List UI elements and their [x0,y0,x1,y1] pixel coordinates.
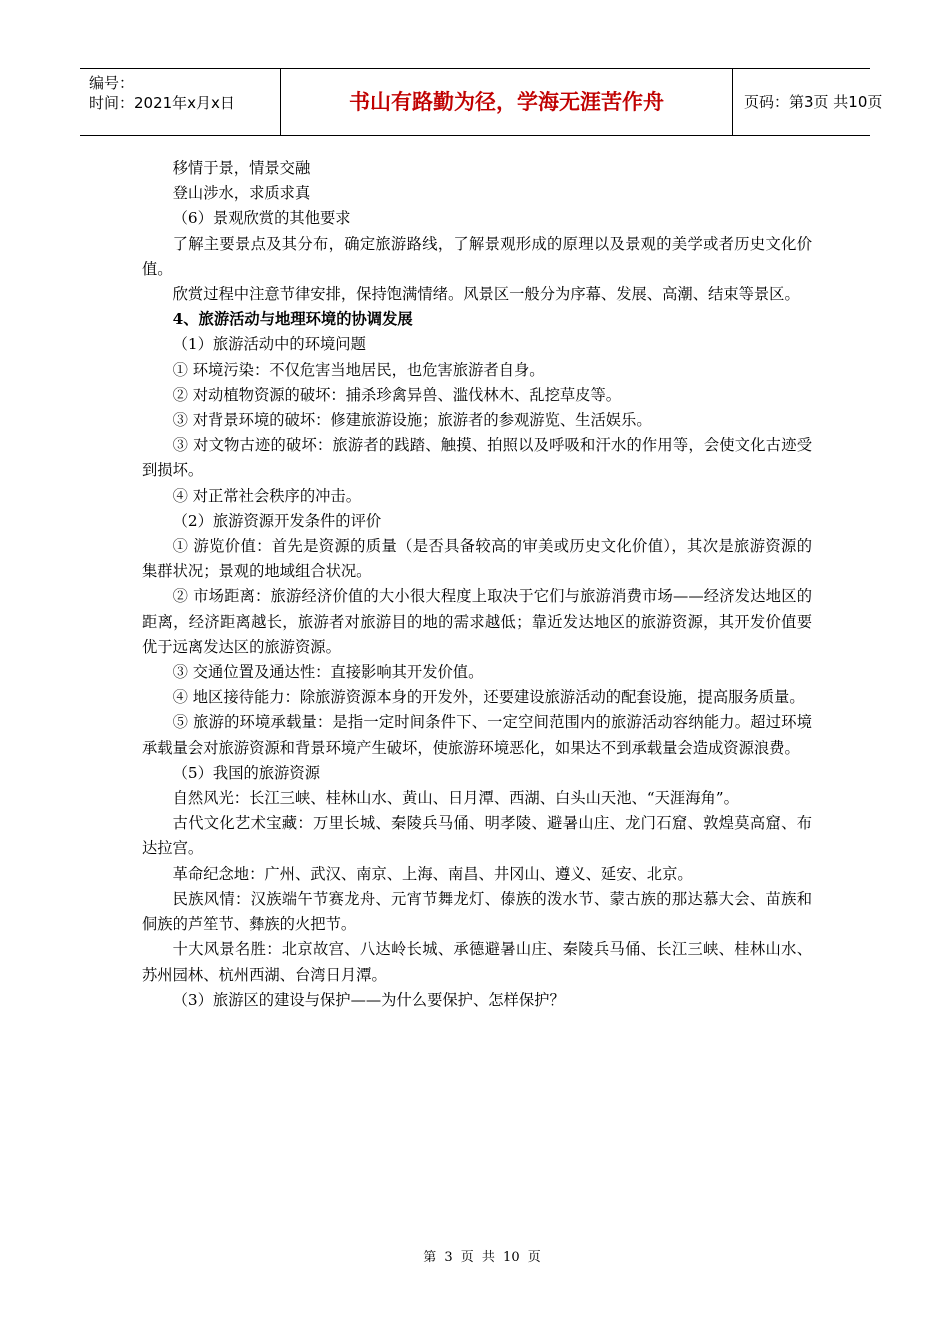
list-item: ③ 对背景环境的破坏：修建旅游设施；旅游者的参观游览、生活娱乐。 [172,411,652,430]
paragraph: 欣赏过程中注意节律安排，保持饱满情绪。风景区一般分为序幕、发展、高潮、结束等景区。 [172,285,800,304]
paragraph: 革命纪念地：广州、武汉、南京、上海、南昌、井冈山、遵义、延安、北京。 [172,864,693,883]
document-number-label: 编号： [89,74,135,92]
list-item: ① 环境污染：不仅危害当地居民，也危害旅游者自身。 [172,360,545,379]
subsection-heading: （1）旅游活动中的环境问题 [172,335,366,354]
paragraph: 十大风景名胜：北京故宫、八达岭长城、承德避暑山庄、秦陵兵马俑、长江三峡、桂林山水、苏州园林、杭州西湖、台湾日月潭。 [142,940,812,984]
header-page-number: 页码：第3页 共10页 [744,93,883,111]
list-item: ④ 地区接待能力：除旅游资源本身的开发外，还要建设旅游活动的配套设施，提高服务质量。 [172,688,805,707]
list-item: ② 市场距离：旅游经济价值的大小很大程度上取决于它们与旅游消费市场——经济发达地区的距离，经济距离越长，旅游者对旅游目的地的需求越低；靠近发达地区的旅游资源，其开发价值要优于远离发达区的旅游资源。 [142,587,812,656]
subsection-heading: （5）我国的旅游资源 [172,763,320,782]
header-motto: 书山有路勤为径，学海无涯苦作舟 [281,69,733,135]
subsection-heading: （2）旅游资源开发条件的评价 [172,511,382,530]
document-date-label: 时间：2021年x月x日 [89,94,235,112]
document-body [142,156,812,1013]
page-footer: 第 3 页 共 10 页 [423,1250,541,1265]
list-item: ① 游览价值：首先是资源的质量（是否具备较高的审美或历史文化价值），其次是旅游资源的集群状况；景观的地域组合状况。 [142,537,812,581]
paragraph: 古代文化艺术宝藏：万里长城、秦陵兵马俑、明孝陵、避暑山庄、龙门石窟、敦煌莫高窟、布达拉宫。 [142,814,812,858]
subsection-heading: （6）景观欣赏的其他要求 [172,209,351,228]
list-item: ② 对动植物资源的破坏：捕杀珍禽异兽、滥伐林木、乱挖草皮等。 [172,385,622,404]
paragraph: 民族风情：汉族端午节赛龙舟、元宵节舞龙灯、傣族的泼水节、蒙古族的那达慕大会、苗族和侗族的芦笙节、彝族的火把节。 [142,889,812,934]
section-heading: 4、旅游活动与地理环境的协调发展 [172,310,413,329]
list-item: ③ 对文物古迹的破坏：旅游者的践踏、触摸、拍照以及呼吸和汗水的作用等，会使文化古迹受到损坏。 [142,436,812,480]
list-item: ⑤ 旅游的环境承载量：是指一定时间条件下、一定空间范围内的旅游活动容纳能力。超过环境承载量会对旅游资源和背景环境产生破坏，使旅游环境恶化，如果达不到承载量会造成资源浪费。 [142,713,812,757]
list-item: ③ 交通位置及通达性：直接影响其开发价值。 [172,663,484,682]
list-item: ④ 对正常社会秩序的冲击。 [172,486,362,505]
paragraph: 了解主要景点及其分布，确定旅游路线，了解景观形成的原理以及景观的美学或者历史文化价值。 [142,234,812,278]
subsection-heading: （3）旅游区的建设与保护——为什么要保护、怎样保护？ [172,990,565,1009]
header-meta [80,69,281,135]
paragraph: 自然风光：长江三峡、桂林山水、黄山、日月潭、西湖、白头山天池、“天涯海角”。 [172,789,739,808]
paragraph: 登山涉水，求质求真 [172,184,311,203]
page-header [80,68,883,136]
paragraph: 移情于景，情景交融 [172,159,311,177]
